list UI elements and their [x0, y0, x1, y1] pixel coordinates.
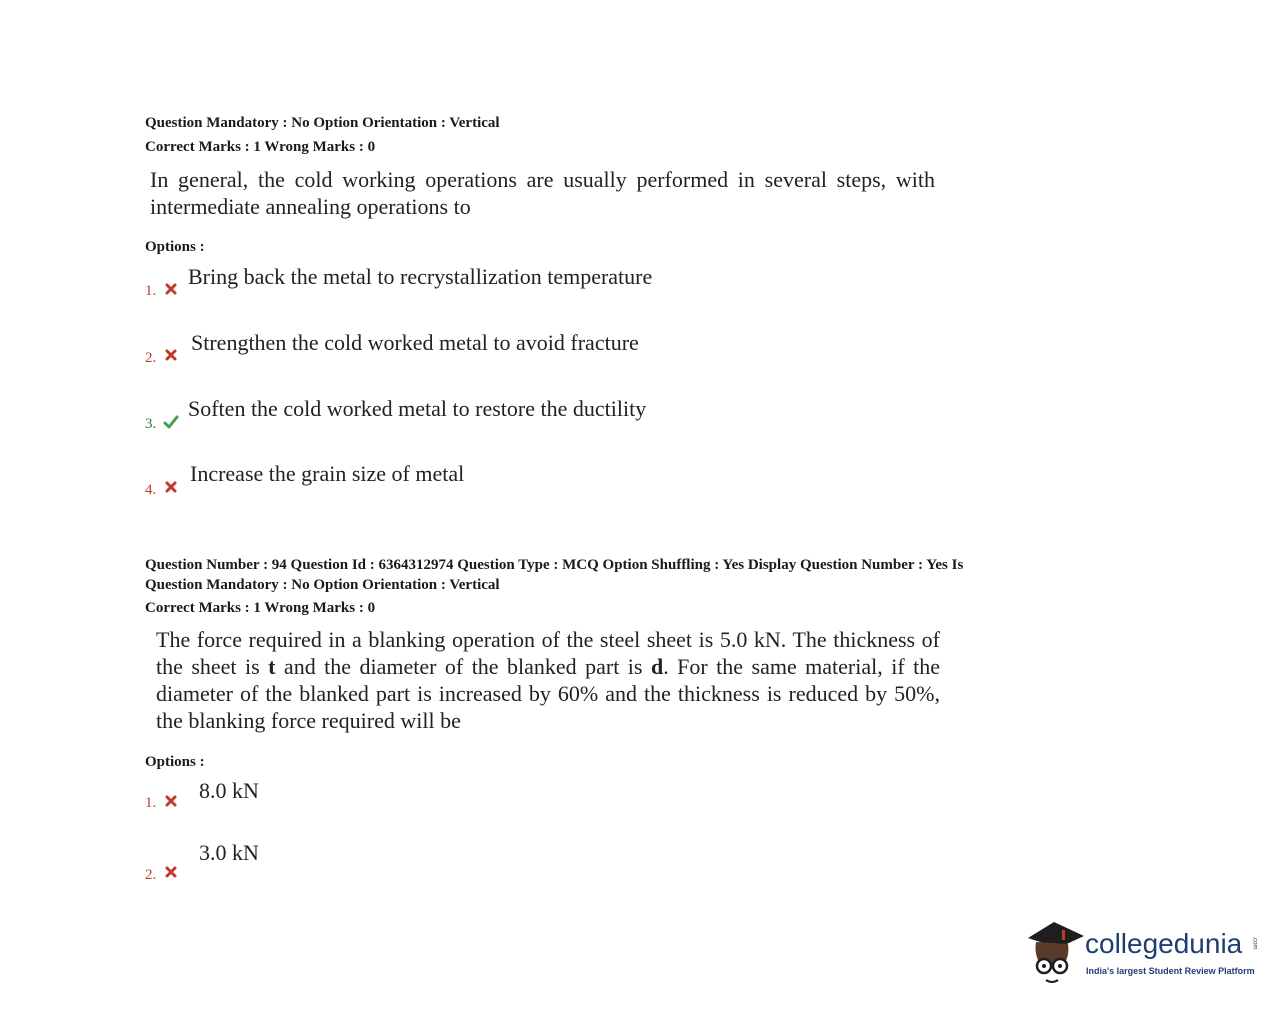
option-text: Increase the grain size of metal	[190, 461, 465, 486]
logo-name: collegedunia	[1085, 928, 1243, 959]
option-text: Strengthen the cold worked metal to avoid fracture	[191, 330, 639, 355]
question-text-part: and the diameter of the blanked part is	[275, 654, 651, 679]
question-meta-line: Question Mandatory : No Option Orientation : Vertical	[145, 577, 500, 593]
question-text-part: The force required in a blanking operation of the steel sheet is 5.0 kN. The thickness of the sheet is	[156, 627, 940, 679]
question-text-part: . For the same material, if the diameter of the blanked part is increased by 60% and the thickness is reduced by 50%, the blanking force required will be	[156, 654, 940, 733]
cross-icon	[164, 480, 178, 494]
option-number: 2.	[145, 350, 157, 366]
question-meta-line: Question Number : 94 Question Id : 6364312974 Question Type : MCQ Option Shuffling : Yes Display Question Number : Yes Is	[145, 557, 964, 573]
logo-tagline: India's largest Student Review Platform	[1086, 966, 1255, 976]
check-icon	[163, 414, 179, 430]
question-text	[156, 626, 940, 734]
cross-icon	[164, 282, 178, 296]
option-number: 2.	[145, 867, 157, 883]
question-meta-line: Question Mandatory : No Option Orientation : Vertical	[145, 115, 500, 131]
question-text: In general, the cold working operations are usually performed in several steps, with intermediate annealing operations to	[150, 167, 935, 219]
option-text: 8.0 kN	[199, 778, 259, 803]
option-text: Soften the cold worked metal to restore the ductility	[188, 396, 647, 421]
collegedunia-logo[interactable]	[1022, 918, 1262, 990]
option-number: 1.	[145, 283, 157, 299]
options-label: Options :	[145, 239, 205, 255]
option-number: 3.	[145, 416, 157, 432]
cross-icon	[164, 348, 178, 362]
thickness-symbol: t	[268, 654, 276, 679]
option-text: 3.0 kN	[199, 840, 259, 865]
logo-suffix: .com	[1251, 936, 1258, 950]
option-number: 4.	[145, 482, 157, 498]
option-number: 1.	[145, 795, 157, 811]
option-text: Bring back the metal to recrystallization temperature	[188, 264, 653, 289]
mascot-icon	[1024, 918, 1086, 988]
question-marks: Correct Marks : 1 Wrong Marks : 0	[145, 600, 376, 616]
question-marks: Correct Marks : 1 Wrong Marks : 0	[145, 139, 376, 155]
cross-icon	[164, 865, 178, 879]
options-label: Options :	[145, 754, 205, 770]
cross-icon	[164, 794, 178, 808]
diameter-symbol: d	[650, 654, 664, 679]
